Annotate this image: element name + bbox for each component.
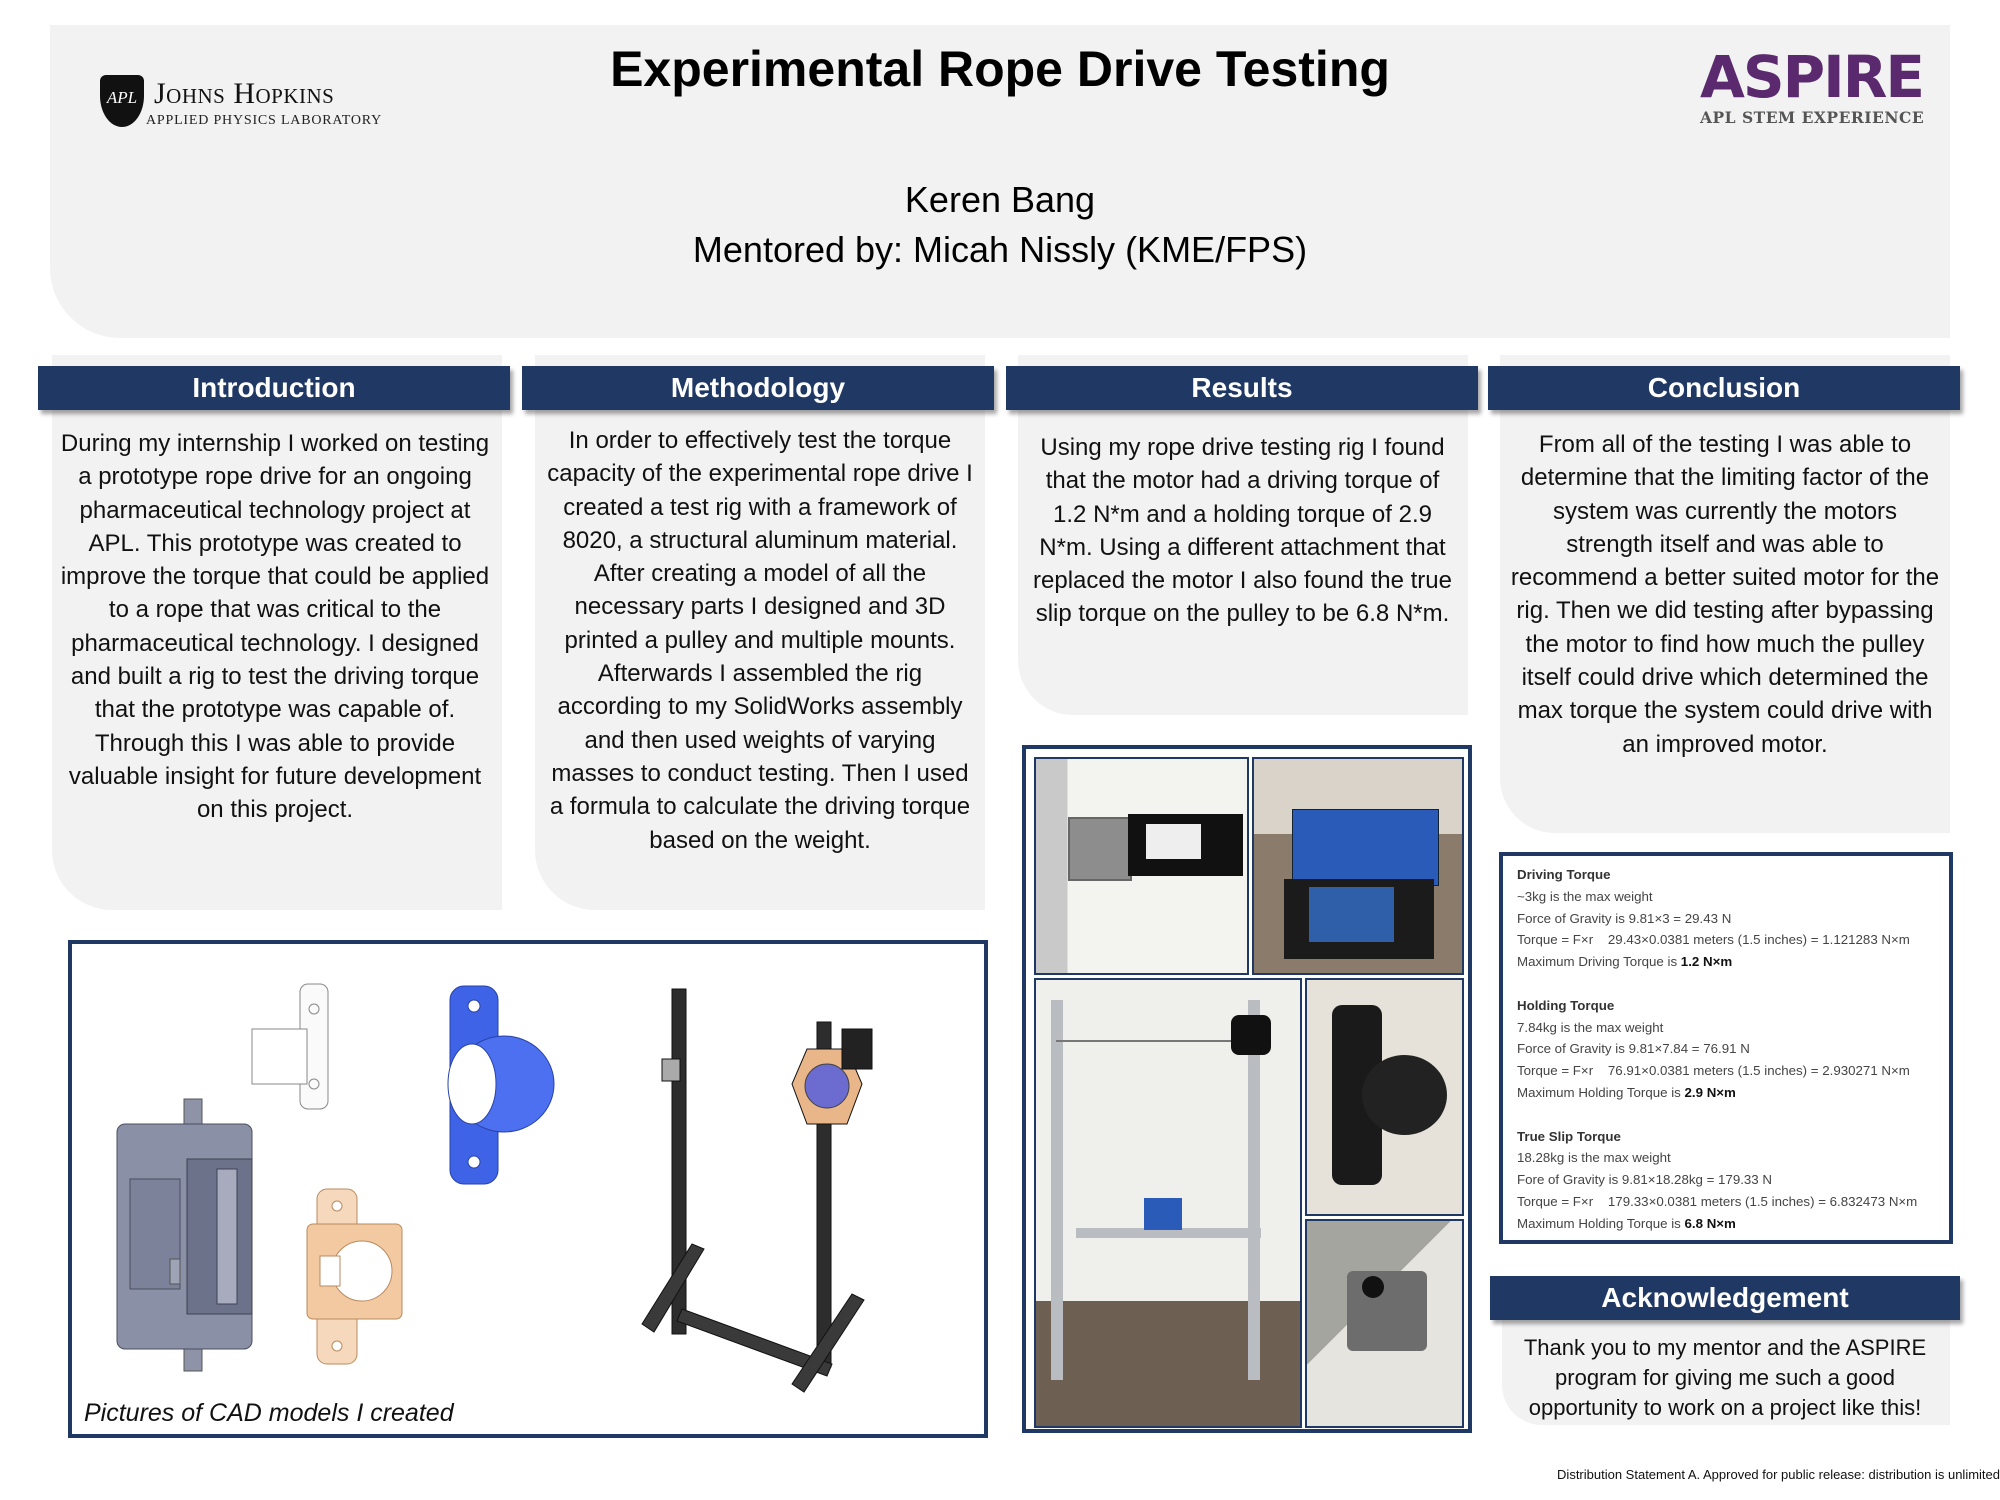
calc-line: Force of Gravity is 9.81×3 = 29.43 N (1517, 910, 1732, 926)
calc-result: Maximum Driving Torque is 1.2 N×m (1517, 954, 1733, 970)
photo-motor-on-mount (1034, 757, 1249, 975)
apl-shield-icon: APL (100, 75, 144, 127)
calc-line: 7.84kg is the max weight (1517, 1019, 1664, 1035)
gray-mount-shape (1068, 817, 1132, 881)
motor-shape (1128, 814, 1243, 876)
apl-subtitle: APPLIED PHYSICS LABORATORY (146, 113, 383, 128)
calc-line: Torque = F×r 29.43×0.0381 meters (1.5 inches) = 1.121283 N×m (1517, 932, 1910, 948)
calc-result: Maximum Holding Torque is 2.9 N×m (1517, 1084, 1736, 1100)
aspire-wordmark: ASPIRE (1700, 43, 1924, 111)
calc-line: Torque = F×r 179.33×0.0381 meters (1.5 inches) = 6.832473 N×m (1517, 1193, 1918, 1209)
methodology-text: In order to effectively test the torque capacity of the experimental rope drive I created a test rig with a framework of 8020, a structural aluminum material. After creating a model of all the necessary parts I designed and 3D printed a pulley and multiple mounts. Afterwards I assembled the rig according to my SolidWorks assembly and then used weights of varying masses to conduct testing. Then I used a formula to calculate the driving torque based on the weight. (547, 427, 973, 854)
results-text: Using my rope drive testing rig I found that the motor had a driving torque of 1.2 N*m and a holding torque of 2.9 N*m. Using a different attachment that replaced the motor I also found the true slip torque on the pulley to be 6.8 N*m. (1033, 434, 1452, 628)
blue-pulley-mount-model (448, 986, 554, 1184)
poster-title: Experimental Rope Drive Testing (610, 41, 1390, 97)
calc-line: Force of Gravity is 9.81×7.84 = 76.91 N (1517, 1041, 1750, 1057)
introduction-text: During my internship I worked on testing a prototype rope drive for an ongoing pharmaceutical technology project at APL. This prototype was created to improve the torque that could be applied to a rope that was critical to the pharmaceutical technology. I designed and built a rig to test the driving torque that the prototype was capable of. Through this I was able to provide valuable insight for future development on this project. (60, 430, 490, 824)
author-block (500, 175, 1500, 275)
slip-torque-title: True Slip Torque (1517, 1128, 1621, 1144)
holding-torque-title: Holding Torque (1517, 997, 1615, 1013)
conclusion-text: From all of the testing I was able to determine that the limiting factor of the system was currently the motors strength itself and was able to recommend a better suited motor for the rig. Then we did testing after bypassing the motor to find how much the pulley itself could drive which determined the max torque the system could drive with an improved motor. (1510, 431, 1940, 758)
gray-mount-model (117, 1099, 252, 1371)
jhu-apl-logo (100, 75, 390, 135)
calc-line: Fore of Gravity is 9.81×18.28kg = 179.33 N (1517, 1172, 1773, 1188)
conclusion-heading: Conclusion (1488, 366, 1960, 410)
calc-line: ~3kg is the max weight (1517, 888, 1653, 904)
introduction-heading: Introduction (38, 366, 510, 410)
8020-rig-model (642, 989, 872, 1392)
distribution-statement: Distribution Statement A. Approved for public release: distribution is unlimited (1557, 1467, 2000, 1482)
acknowledgement-text: Thank you to my mentor and the ASPIRE program for giving me such a good opportunity to work on a project like this! (1523, 1335, 1927, 1420)
arduino-mount-shape (1284, 879, 1434, 959)
author-name: Keren Bang (904, 179, 1096, 220)
cad-models-figure (68, 940, 988, 1438)
cad-caption: Pictures of CAD models I created (84, 1399, 454, 1427)
jhu-name: Johns Hopkins (154, 77, 335, 110)
photo-rope-guide-mount (1305, 1219, 1464, 1428)
aspire-subtitle: APL STEM EXPERIENCE (1700, 108, 1925, 127)
calc-line: 18.28kg is the max weight (1517, 1150, 1671, 1166)
acknowledgement-heading: Acknowledgement (1490, 1276, 1960, 1320)
photo-arduino-driver (1252, 757, 1464, 975)
methodology-heading: Methodology (522, 366, 994, 410)
mentor-line: Mentored by: Micah Nissly (KME/FPS) (692, 229, 1308, 270)
torque-calculations (1499, 852, 1953, 1244)
calc-result: Maximum Holding Torque is 6.8 N×m (1517, 1215, 1736, 1231)
aspire-logo (1700, 43, 1930, 128)
driver-board-shape (1292, 809, 1439, 886)
driving-torque-title: Driving Torque (1517, 867, 1611, 882)
test-rig-photos (1022, 745, 1472, 1433)
photo-full-rig (1034, 978, 1302, 1428)
peach-mount-model (307, 1189, 402, 1364)
calc-line: Torque = F×r 76.91×0.0381 meters (1.5 inches) = 2.930271 N×m (1517, 1063, 1910, 1079)
white-bracket-model (252, 984, 328, 1109)
results-heading: Results (1006, 366, 1478, 410)
photo-printed-pulley-mount (1305, 978, 1464, 1216)
cad-models-illustration (72, 944, 984, 1434)
